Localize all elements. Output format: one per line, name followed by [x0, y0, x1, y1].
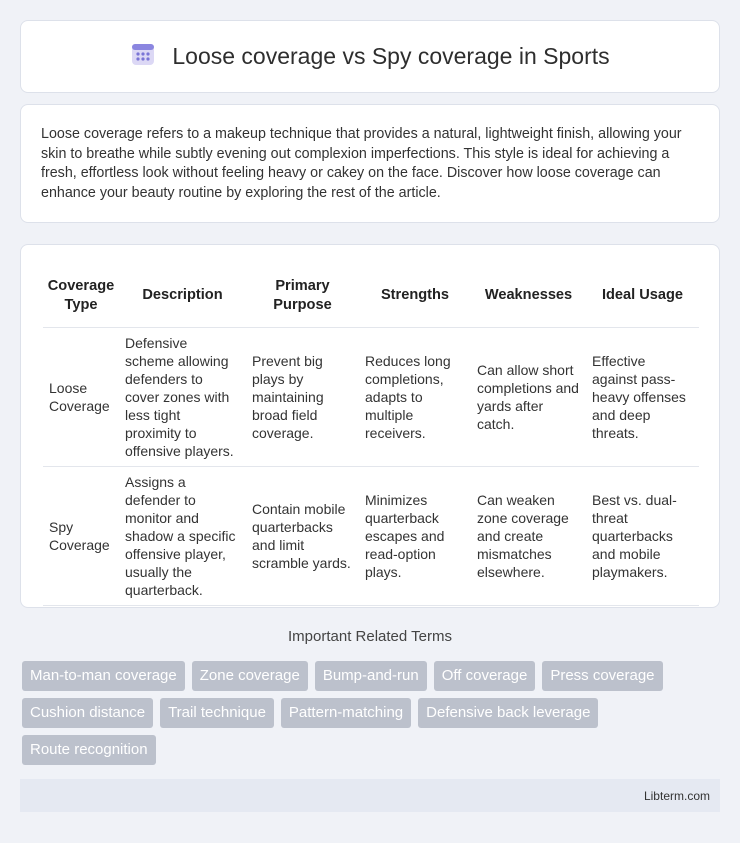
related-term-tag[interactable]: Trail technique	[160, 698, 274, 728]
table-cell: Can allow short completions and yards after catch.	[471, 327, 586, 466]
table-cell: Loose Coverage	[43, 327, 119, 466]
table-cell: Spy Coverage	[43, 466, 119, 605]
table-cell: Can weaken zone coverage and create mismatches elsewhere.	[471, 466, 586, 605]
intro-card	[20, 104, 720, 223]
related-term-tag[interactable]: Off coverage	[434, 661, 536, 691]
page-title: Loose coverage vs Spy coverage in Sports	[172, 43, 610, 69]
related-term-tag[interactable]: Route recognition	[22, 735, 156, 765]
column-header: Coverage Type	[43, 265, 119, 327]
table-cell: Contain mobile quarterbacks and limit scramble yards.	[246, 466, 359, 605]
related-terms-title: Important Related Terms	[288, 628, 452, 645]
related-term-tag[interactable]: Zone coverage	[192, 661, 308, 691]
related-term-tag[interactable]: Cushion distance	[22, 698, 153, 728]
comparison-table	[43, 265, 699, 606]
related-terms-list	[22, 661, 722, 765]
table-cell: Defensive scheme allowing defenders to cover zones with less tight proximity to offensive players.	[119, 327, 246, 466]
column-header: Weaknesses	[471, 265, 586, 327]
column-header: Strengths	[359, 265, 471, 327]
table-header-row	[43, 265, 699, 327]
table-cell: Prevent big plays by maintaining broad field coverage.	[246, 327, 359, 466]
table-cell: Minimizes quarterback escapes and read-option plays.	[359, 466, 471, 605]
header-card	[20, 20, 720, 93]
intro-text: Loose coverage refers to a makeup technique that provides a natural, lightweight finish, allowing your skin to breathe while subtly evening out complexion imperfections. This style is ideal for achieving a fresh, effortless look without feeling heavy or cakey on the face. Discover how loose coverage can enhance your beauty routine by exploring the rest of the article.	[41, 126, 682, 201]
table-cell: Assigns a defender to monitor and shadow a specific offensive player, usually the quarterback.	[119, 466, 246, 605]
table-row	[43, 327, 699, 466]
column-header: Ideal Usage	[586, 265, 699, 327]
related-term-tag[interactable]: Bump-and-run	[315, 661, 427, 691]
related-term-tag[interactable]: Press coverage	[542, 661, 662, 691]
calendar-icon	[130, 41, 156, 72]
related-term-tag[interactable]: Defensive back leverage	[418, 698, 598, 728]
table-row	[43, 466, 699, 605]
table-cell: Effective against pass-heavy offenses and deep threats.	[586, 327, 699, 466]
footer-site-link[interactable]: Libterm.com	[643, 788, 710, 803]
table-cell: Best vs. dual-threat quarterbacks and mobile playmakers.	[586, 466, 699, 605]
table-cell: Reduces long completions, adapts to multiple receivers.	[359, 327, 471, 466]
column-header: Primary Purpose	[246, 265, 359, 327]
footer	[20, 779, 720, 812]
related-term-tag[interactable]: Pattern-matching	[281, 698, 411, 728]
comparison-table-card	[20, 244, 720, 608]
related-term-tag[interactable]: Man-to-man coverage	[22, 661, 185, 691]
column-header: Description	[119, 265, 246, 327]
